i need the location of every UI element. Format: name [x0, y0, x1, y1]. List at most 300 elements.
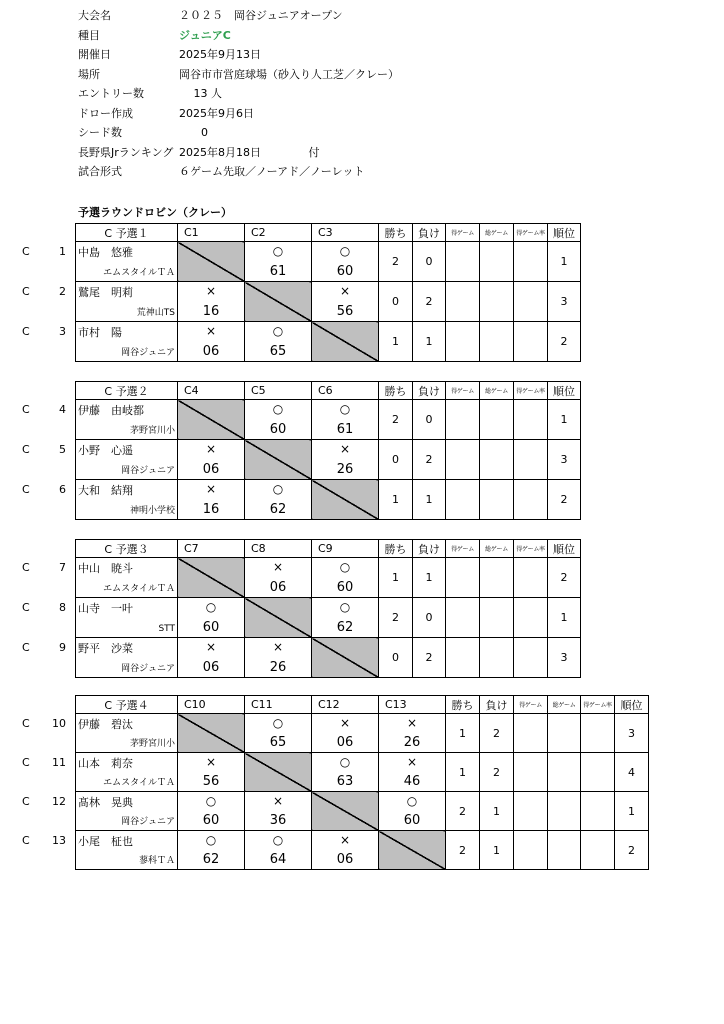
- player-row: [76, 638, 581, 678]
- empty-stat-cell: [514, 242, 548, 282]
- result-mark: ×: [272, 794, 284, 808]
- result-score: 60: [336, 264, 354, 279]
- info-value: 2025年9月13日: [179, 48, 261, 61]
- info-label: ドロー作成: [78, 106, 133, 120]
- match-result-cell: [245, 322, 312, 362]
- player-loss: 0: [413, 400, 446, 440]
- player-win: 1: [379, 480, 413, 520]
- result-score: 06: [202, 462, 220, 477]
- player-win: 2: [379, 242, 413, 282]
- empty-stat-cell: [514, 792, 548, 831]
- info-value: 13 人: [179, 87, 222, 100]
- player-club: 荒神山TS: [136, 308, 175, 318]
- result-score: 62: [202, 852, 220, 867]
- match-result-cell: [245, 480, 312, 520]
- player-row: [76, 598, 581, 638]
- empty-stat-cell: [581, 831, 615, 870]
- match-result-cell: [178, 792, 245, 831]
- result-mark: ×: [205, 442, 217, 456]
- player-name: 大和 結翔: [78, 484, 133, 497]
- player-name: 山本 莉奈: [78, 757, 133, 770]
- result-mark: ○: [272, 833, 284, 847]
- player-name: 中山 暁斗: [78, 562, 133, 575]
- result-mark: ×: [205, 324, 217, 338]
- info-label: 場所: [78, 67, 100, 81]
- result-mark: ○: [406, 794, 418, 808]
- empty-stat-cell: [446, 558, 480, 598]
- result-score: 16: [202, 502, 220, 517]
- group-table: [75, 381, 581, 520]
- player-loss: 1: [480, 792, 514, 831]
- result-mark: ○: [205, 600, 217, 614]
- empty-stat-cell: [581, 753, 615, 792]
- player-code: C: [22, 561, 30, 574]
- result-score: 56: [202, 774, 220, 789]
- match-result-cell: [245, 638, 312, 678]
- info-value: ジュニアC: [179, 28, 231, 42]
- self-match-cell: [178, 242, 245, 282]
- empty-stat-cell: [581, 792, 615, 831]
- player-club: エムスタイルＴＡ: [103, 268, 175, 278]
- result-mark: ○: [272, 244, 284, 258]
- player-win: 1: [379, 558, 413, 598]
- group-table: [75, 223, 581, 362]
- player-cell: [76, 440, 178, 480]
- player-cell: [76, 322, 178, 362]
- result-score: 26: [269, 660, 287, 675]
- player-row: [76, 322, 581, 362]
- player-number: 4: [59, 403, 66, 416]
- group-header-row: [76, 540, 581, 558]
- player-loss: 2: [413, 638, 446, 678]
- player-row: [76, 480, 581, 520]
- player-name: 市村 陽: [78, 326, 122, 339]
- player-code: C: [22, 403, 30, 416]
- result-score: 65: [269, 344, 287, 359]
- result-score: 61: [269, 264, 287, 279]
- match-result-cell: [312, 242, 379, 282]
- player-number: 11: [52, 756, 66, 769]
- player-row: [76, 753, 649, 792]
- empty-stat-cell: [581, 714, 615, 753]
- player-club: 岡谷ジュニア: [121, 466, 175, 476]
- stat-header: 負け: [480, 696, 514, 714]
- player-code: C: [22, 483, 30, 496]
- info-value: 2025年8月18日 付: [179, 145, 320, 159]
- player-row: [76, 282, 581, 322]
- self-match-cell: [178, 558, 245, 598]
- empty-stat-cell: [514, 831, 548, 870]
- player-loss: 2: [413, 440, 446, 480]
- player-number: 9: [59, 641, 66, 654]
- group-name: C 予選４: [76, 696, 178, 714]
- player-club: 岡谷ジュニア: [121, 664, 175, 674]
- player-rank: 1: [615, 792, 649, 831]
- player-club: 蓼科ＴＡ: [138, 856, 175, 866]
- column-header: C12: [312, 696, 379, 714]
- group-name: C 予選３: [76, 540, 178, 558]
- player-code: C: [22, 285, 30, 298]
- group-header-row: [76, 696, 649, 714]
- empty-stat-cell: [514, 322, 548, 362]
- player-code: C: [22, 834, 30, 847]
- match-result-cell: [312, 558, 379, 598]
- empty-stat-cell: [548, 792, 581, 831]
- column-header: C8: [245, 540, 312, 558]
- match-result-cell: [312, 831, 379, 870]
- match-result-cell: [312, 714, 379, 753]
- player-row: [76, 400, 581, 440]
- result-score: 06: [202, 660, 220, 675]
- player-number: 13: [52, 834, 66, 847]
- stat-header: 得ゲーム: [446, 540, 480, 558]
- player-club: エムスタイルＴＡ: [103, 584, 175, 594]
- empty-stat-cell: [514, 598, 548, 638]
- column-header: C2: [245, 224, 312, 242]
- result-score: 26: [403, 735, 421, 750]
- player-rank: 2: [548, 322, 581, 362]
- column-header: C4: [178, 382, 245, 400]
- player-number: 6: [59, 483, 66, 496]
- empty-stat-cell: [446, 598, 480, 638]
- result-score: 06: [336, 735, 354, 750]
- player-win: 1: [379, 322, 413, 362]
- player-cell: [76, 638, 178, 678]
- player-club: 茅野宮川小: [129, 426, 175, 436]
- stat-header: 勝ち: [446, 696, 480, 714]
- result-score: 65: [269, 735, 287, 750]
- group-table: [75, 695, 649, 870]
- player-cell: [76, 242, 178, 282]
- result-score: 63: [336, 774, 354, 789]
- match-result-cell: [178, 480, 245, 520]
- result-score: 36: [269, 813, 287, 828]
- stat-header: 得ゲーム率: [514, 382, 548, 400]
- stat-header: 負け: [413, 382, 446, 400]
- result-score: 16: [202, 304, 220, 319]
- player-row: [76, 792, 649, 831]
- match-result-cell: [245, 400, 312, 440]
- player-number: 7: [59, 561, 66, 574]
- player-rank: 2: [548, 558, 581, 598]
- player-code: C: [22, 641, 30, 654]
- match-result-cell: [245, 792, 312, 831]
- group-header-row: [76, 382, 581, 400]
- player-loss: 2: [480, 714, 514, 753]
- empty-stat-cell: [480, 558, 514, 598]
- result-score: 60: [202, 620, 220, 635]
- self-match-cell: [178, 400, 245, 440]
- result-score: 06: [202, 344, 220, 359]
- empty-stat-cell: [480, 638, 514, 678]
- stat-header: 得ゲーム: [514, 696, 548, 714]
- match-result-cell: [245, 714, 312, 753]
- info-label: エントリー数: [78, 87, 144, 100]
- result-score: 61: [336, 422, 354, 437]
- stat-header: 負け: [413, 224, 446, 242]
- empty-stat-cell: [548, 714, 581, 753]
- empty-stat-cell: [514, 400, 548, 440]
- column-header: C10: [178, 696, 245, 714]
- empty-stat-cell: [514, 282, 548, 322]
- empty-stat-cell: [446, 480, 480, 520]
- player-name: 小尾 柾也: [78, 835, 133, 848]
- info-value: 岡谷市市営庭球場（砂入り人工芝／クレー）: [179, 67, 399, 81]
- match-result-cell: [178, 598, 245, 638]
- stat-header: 順位: [548, 224, 581, 242]
- stat-header: 得ゲーム率: [581, 696, 615, 714]
- player-number: 2: [59, 285, 66, 298]
- result-mark: ○: [339, 755, 351, 769]
- result-mark: ○: [272, 716, 284, 730]
- player-cell: [76, 558, 178, 598]
- match-result-cell: [245, 242, 312, 282]
- stat-header: 得ゲーム率: [514, 540, 548, 558]
- column-header: C7: [178, 540, 245, 558]
- player-win: 2: [379, 598, 413, 638]
- match-result-cell: [178, 322, 245, 362]
- player-loss: 2: [480, 753, 514, 792]
- player-cell: [76, 282, 178, 322]
- result-mark: ○: [205, 794, 217, 808]
- empty-stat-cell: [480, 242, 514, 282]
- player-number: 12: [52, 795, 66, 808]
- result-score: 60: [269, 422, 287, 437]
- empty-stat-cell: [446, 242, 480, 282]
- stat-header: 総ゲーム: [480, 540, 514, 558]
- stat-header: 総ゲーム: [548, 696, 581, 714]
- column-header: C11: [245, 696, 312, 714]
- self-match-cell: [312, 792, 379, 831]
- empty-stat-cell: [548, 831, 581, 870]
- info-label: シード数: [78, 126, 122, 139]
- match-result-cell: [245, 831, 312, 870]
- player-rank: 3: [548, 440, 581, 480]
- result-mark: ×: [272, 560, 284, 574]
- group-name: C 予選２: [76, 382, 178, 400]
- player-rank: 2: [615, 831, 649, 870]
- column-header: C5: [245, 382, 312, 400]
- player-row: [76, 242, 581, 282]
- result-mark: ×: [339, 442, 351, 456]
- stat-header: 勝ち: [379, 382, 413, 400]
- self-match-cell: [312, 480, 379, 520]
- player-code: C: [22, 756, 30, 769]
- section-title: 予選ラウンドロビン（クレー）: [78, 206, 232, 219]
- result-mark: ×: [339, 833, 351, 847]
- empty-stat-cell: [446, 322, 480, 362]
- player-club: エムスタイルＴＡ: [103, 778, 175, 788]
- empty-stat-cell: [480, 322, 514, 362]
- empty-stat-cell: [480, 400, 514, 440]
- player-code: C: [22, 443, 30, 456]
- info-value: 2025年9月6日: [179, 106, 254, 120]
- player-cell: [76, 400, 178, 440]
- self-match-cell: [245, 440, 312, 480]
- result-mark: ×: [205, 284, 217, 298]
- result-mark: ○: [339, 600, 351, 614]
- result-score: 46: [403, 774, 421, 789]
- empty-stat-cell: [514, 638, 548, 678]
- result-mark: ×: [339, 716, 351, 730]
- empty-stat-cell: [514, 480, 548, 520]
- stat-header: 総ゲーム: [480, 224, 514, 242]
- empty-stat-cell: [514, 440, 548, 480]
- stat-header: 得ゲーム: [446, 224, 480, 242]
- player-cell: [76, 753, 178, 792]
- result-mark: ○: [205, 833, 217, 847]
- player-rank: 4: [615, 753, 649, 792]
- info-value: ２０２５ 岡谷ジュニアオープン: [179, 9, 343, 22]
- info-label: 開催日: [78, 48, 111, 61]
- result-score: 60: [336, 580, 354, 595]
- player-loss: 1: [413, 558, 446, 598]
- player-club: STT: [158, 624, 175, 634]
- player-rank: 1: [548, 242, 581, 282]
- info-value: ６ゲーム先取／ノーアド／ノーレット: [179, 165, 365, 178]
- player-rank: 3: [615, 714, 649, 753]
- match-result-cell: [379, 753, 446, 792]
- stat-header: 順位: [548, 382, 581, 400]
- empty-stat-cell: [446, 400, 480, 440]
- group-name: C 予選１: [76, 224, 178, 242]
- result-mark: ○: [339, 560, 351, 574]
- player-win: 1: [446, 753, 480, 792]
- result-mark: ×: [339, 284, 351, 298]
- column-header: C3: [312, 224, 379, 242]
- empty-stat-cell: [514, 558, 548, 598]
- match-result-cell: [178, 831, 245, 870]
- info-label: 試合形式: [78, 165, 122, 178]
- result-mark: ×: [406, 716, 418, 730]
- player-row: [76, 558, 581, 598]
- match-result-cell: [178, 282, 245, 322]
- player-name: 髙林 晃典: [78, 796, 133, 809]
- player-code: C: [22, 717, 30, 730]
- self-match-cell: [245, 282, 312, 322]
- player-name: 中島 悠雅: [78, 246, 133, 259]
- match-result-cell: [312, 598, 379, 638]
- player-rank: 3: [548, 638, 581, 678]
- player-name: 伊藤 由岐都: [78, 404, 144, 417]
- player-loss: 1: [413, 480, 446, 520]
- info-label: 大会名: [78, 9, 111, 22]
- player-loss: 2: [413, 282, 446, 322]
- match-result-cell: [379, 792, 446, 831]
- player-loss: 0: [413, 242, 446, 282]
- self-match-cell: [312, 638, 379, 678]
- result-mark: ○: [272, 324, 284, 338]
- player-code: C: [22, 325, 30, 338]
- player-rank: 2: [548, 480, 581, 520]
- player-win: 2: [446, 792, 480, 831]
- empty-stat-cell: [480, 440, 514, 480]
- player-cell: [76, 831, 178, 870]
- result-score: 60: [202, 813, 220, 828]
- empty-stat-cell: [446, 440, 480, 480]
- result-score: 62: [336, 620, 354, 635]
- player-loss: 0: [413, 598, 446, 638]
- player-loss: 1: [480, 831, 514, 870]
- player-number: 1: [59, 245, 66, 258]
- column-header: C1: [178, 224, 245, 242]
- self-match-cell: [245, 753, 312, 792]
- match-result-cell: [178, 753, 245, 792]
- result-mark: ×: [205, 482, 217, 496]
- player-win: 2: [446, 831, 480, 870]
- empty-stat-cell: [480, 282, 514, 322]
- stat-header: 得ゲーム率: [514, 224, 548, 242]
- player-club: 岡谷ジュニア: [121, 348, 175, 358]
- match-result-cell: [312, 753, 379, 792]
- result-mark: ○: [272, 402, 284, 416]
- stat-header: 勝ち: [379, 540, 413, 558]
- info-value: 0: [179, 126, 208, 139]
- group-table: [75, 539, 581, 678]
- player-rank: 1: [548, 598, 581, 638]
- player-number: 5: [59, 443, 66, 456]
- player-win: 1: [446, 714, 480, 753]
- self-match-cell: [178, 714, 245, 753]
- match-result-cell: [312, 400, 379, 440]
- result-mark: ×: [272, 640, 284, 654]
- match-result-cell: [312, 282, 379, 322]
- stat-header: 勝ち: [379, 224, 413, 242]
- match-result-cell: [178, 638, 245, 678]
- empty-stat-cell: [446, 282, 480, 322]
- empty-stat-cell: [548, 753, 581, 792]
- player-row: [76, 714, 649, 753]
- column-header: C9: [312, 540, 379, 558]
- player-win: 2: [379, 400, 413, 440]
- self-match-cell: [312, 322, 379, 362]
- match-result-cell: [312, 440, 379, 480]
- column-header: C6: [312, 382, 379, 400]
- result-mark: ○: [272, 482, 284, 496]
- result-mark: ×: [406, 755, 418, 769]
- player-name: 伊藤 碧汰: [78, 718, 133, 731]
- player-number: 8: [59, 601, 66, 614]
- self-match-cell: [379, 831, 446, 870]
- player-rank: 1: [548, 400, 581, 440]
- self-match-cell: [245, 598, 312, 638]
- player-name: 野平 沙菜: [78, 642, 133, 655]
- result-score: 60: [403, 813, 421, 828]
- player-number: 3: [59, 325, 66, 338]
- player-rank: 3: [548, 282, 581, 322]
- match-result-cell: [178, 440, 245, 480]
- empty-stat-cell: [446, 638, 480, 678]
- match-result-cell: [379, 714, 446, 753]
- player-win: 0: [379, 282, 413, 322]
- player-name: 鷲尾 明莉: [78, 286, 133, 299]
- player-cell: [76, 714, 178, 753]
- player-code: C: [22, 795, 30, 808]
- column-header: C13: [379, 696, 446, 714]
- player-cell: [76, 598, 178, 638]
- player-club: 岡谷ジュニア: [121, 817, 175, 827]
- empty-stat-cell: [514, 714, 548, 753]
- match-result-cell: [245, 558, 312, 598]
- player-club: 神明小学校: [129, 506, 175, 516]
- player-name: 小野 心遥: [78, 444, 133, 457]
- stat-header: 総ゲーム: [480, 382, 514, 400]
- result-score: 56: [336, 304, 354, 319]
- result-mark: ×: [205, 640, 217, 654]
- empty-stat-cell: [480, 480, 514, 520]
- result-score: 62: [269, 502, 287, 517]
- stat-header: 順位: [615, 696, 649, 714]
